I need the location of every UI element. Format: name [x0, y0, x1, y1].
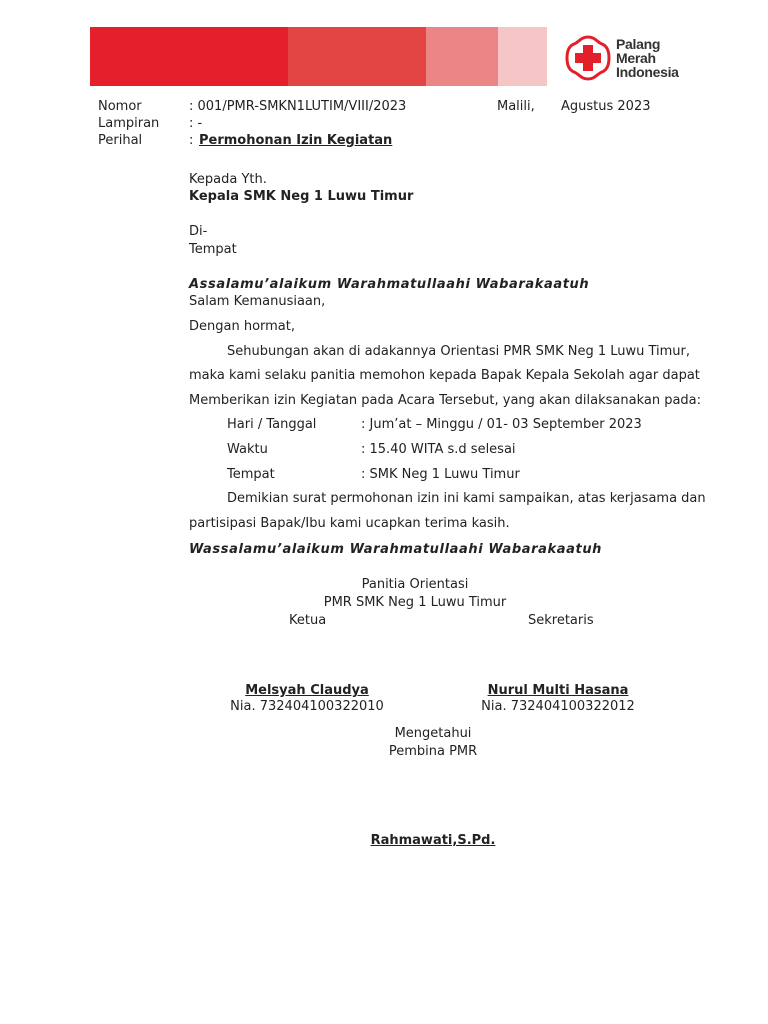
opening-salam-2: Salam Kemanusiaan, [189, 294, 326, 309]
lampiran-label: Lampiran [98, 116, 160, 131]
red-cross-logo-icon [564, 34, 612, 82]
mengetahui-label: Mengetahui [394, 726, 472, 741]
lampiran-value: : - [189, 116, 203, 131]
header-bar-2 [288, 27, 426, 86]
logo-line-1: Palang [616, 36, 661, 52]
nomor-value: : 001/PMR-SMKN1LUTIM/VIII/2023 [189, 99, 407, 114]
committee-line-2: PMR SMK Neg 1 Luwu Timur [323, 595, 507, 610]
pembina-name: Rahmawati,S.Pd. [370, 833, 496, 848]
body-p1-line-3: Memberikan izin Kegiatan pada Acara Tersebut, yang akan dilaksanakan pada: [189, 393, 702, 408]
detail-label-hari: Hari / Tanggal [227, 417, 317, 432]
perihal-colon: : [189, 133, 194, 148]
body-p2-line-1: Demikian surat permohonan izin ini kami sampaikan, atas kerjasama dan [227, 491, 706, 506]
letter-date: Agustus 2023 [561, 99, 651, 114]
perihal-value: Permohonan Izin Kegiatan [199, 133, 393, 148]
header-bar-3 [426, 27, 498, 86]
nomor-label: Nomor [98, 99, 142, 114]
logo-text [616, 37, 679, 79]
letter-city: Malili, [497, 99, 535, 114]
ketua-nia: Nia. 732404100322010 [230, 699, 384, 714]
perihal-label: Perihal [98, 133, 143, 148]
opening-hormat: Dengan hormat, [189, 319, 296, 334]
body-p1-line-1: Sehubungan akan di adakannya Orientasi PMR SMK Neg 1 Luwu Timur, [227, 344, 691, 359]
ketua-name: Melsyah Claudya [245, 683, 369, 698]
sekretaris-nia: Nia. 732404100322012 [481, 699, 635, 714]
ketua-label: Ketua [289, 613, 327, 628]
body-p1-line-2: maka kami selaku panitia memohon kepada Bapak Kepala Sekolah agar dapat [189, 368, 700, 383]
detail-value-waktu: : 15.40 WITA s.d selesai [361, 442, 516, 457]
header-bar-1 [90, 27, 288, 86]
recipient-line-3: Di- [189, 224, 208, 239]
detail-value-hari: : Jum’at – Minggu / 01- 03 September 2023 [361, 417, 642, 432]
opening-salam: Assalamu’alaikum Warahmatullaahi Wabarakaatuh [189, 277, 590, 292]
detail-value-tempat: : SMK Neg 1 Luwu Timur [361, 467, 520, 482]
sekretaris-name: Nurul Multi Hasana [487, 683, 629, 698]
committee-line-1: Panitia Orientasi [361, 577, 469, 592]
detail-label-waktu: Waktu [227, 442, 268, 457]
recipient-line-2: Kepala SMK Neg 1 Luwu Timur [189, 189, 414, 204]
logo-line-2: Merah [616, 50, 656, 66]
detail-label-tempat: Tempat [227, 467, 275, 482]
closing-salam: Wassalamu’alaikum Warahmatullaahi Wabarakaatuh [189, 542, 603, 557]
header-bar-4 [498, 27, 547, 86]
pembina-label: Pembina PMR [388, 744, 478, 759]
logo-line-3: Indonesia [616, 64, 679, 80]
recipient-line-1: Kepada Yth. [189, 172, 267, 187]
body-p2-line-2: partisipasi Bapak/Ibu kami ucapkan terima kasih. [189, 516, 510, 531]
sekretaris-label: Sekretaris [528, 613, 594, 628]
recipient-line-4: Tempat [189, 242, 237, 257]
